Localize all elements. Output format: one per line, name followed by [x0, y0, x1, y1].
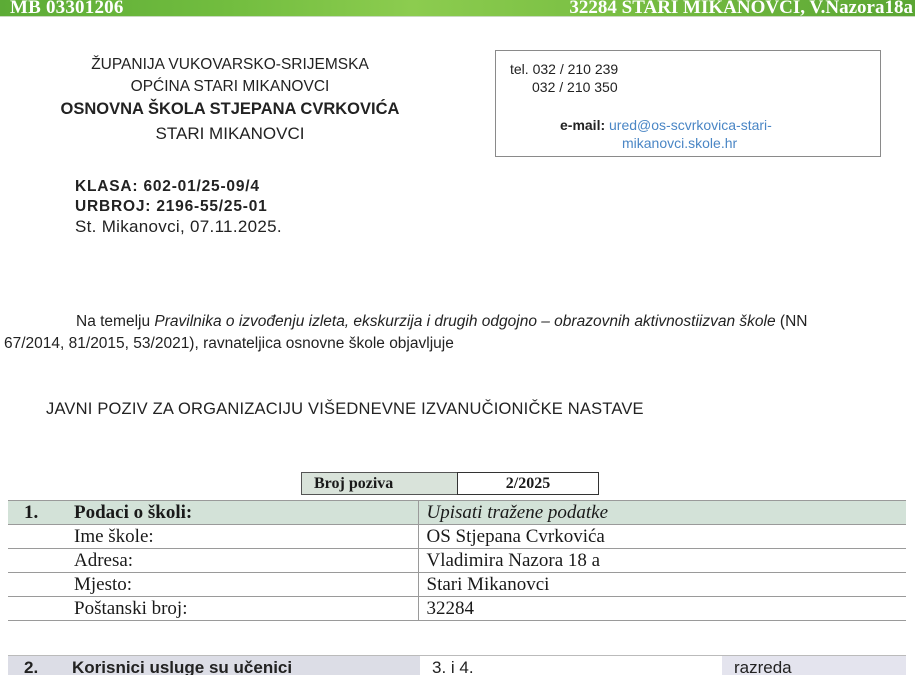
- intro-prefix: Na temelju: [76, 313, 155, 330]
- school-name: OSNOVNA ŠKOLA STJEPANA CVRKOVIĆA: [60, 100, 400, 118]
- county-name: ŽUPANIJA VUKOVARSKO-SRIJEMSKA: [91, 56, 369, 73]
- phone-line-1: [510, 60, 618, 78]
- row-value: OS Stjepana Cvrkovića: [418, 525, 906, 549]
- school-place: STARI MIKANOVCI: [155, 124, 305, 143]
- table-row: [8, 597, 906, 621]
- email-link-part-1[interactable]: ured@os-scvrkovica-stari-: [609, 117, 772, 133]
- email-line-1: [560, 116, 772, 134]
- call-number-value: 2/2025: [457, 472, 599, 495]
- grades-value: 3. i 4.: [432, 658, 474, 675]
- section-hint: Upisati tražene podatke: [418, 501, 906, 525]
- intro-paragraph: [0, 311, 915, 355]
- phone-label: tel.: [510, 61, 529, 77]
- row-label: Poštanski broj:: [70, 597, 418, 621]
- row-label: Adresa:: [70, 549, 418, 573]
- intro-suffix: (NN: [775, 313, 808, 330]
- school-info-table: [8, 500, 906, 621]
- row-label: Ime škole:: [70, 525, 418, 549]
- phone-2: 032 / 210 350: [532, 79, 618, 95]
- table-row: [8, 573, 906, 597]
- contact-box: [495, 50, 881, 157]
- institution-block: [40, 54, 420, 145]
- call-number-box: [301, 472, 599, 495]
- registration-number: MB 03301206: [10, 0, 124, 18]
- municipality-name: OPĆINA STARI MIKANOVCI: [130, 78, 330, 95]
- letterhead-address: 32284 STARI MIKANOVCI, V.Nazora18a: [569, 0, 913, 18]
- row-value: Vladimira Nazora 18 a: [418, 549, 906, 573]
- intro-line-2: 67/2014, 81/2015, 53/2021), ravnateljica osnovne škole objavljuje: [4, 335, 454, 352]
- letterhead-bar: [0, 0, 915, 17]
- place-date: St. Mikanovci, 07.11.2025.: [75, 217, 282, 236]
- document-title: JAVNI POZIV ZA ORGANIZACIJU VIŠEDNEVNE IZVANUČIONIČKE NASTAVE: [46, 400, 644, 418]
- table-row: [8, 549, 906, 573]
- section-2-row: [8, 655, 906, 675]
- intro-line-1: [0, 311, 915, 333]
- section-title: Korisnici usluge su učenici: [72, 658, 293, 675]
- document-references: [75, 177, 282, 237]
- section-1-header: [8, 501, 906, 525]
- call-number-label: Broj poziva: [301, 472, 457, 495]
- section-number: 1.: [8, 501, 70, 525]
- section-2-label-cell: [8, 656, 420, 675]
- table-row: [8, 525, 906, 549]
- phone-1: 032 / 210 239: [532, 61, 619, 77]
- regulation-name: Pravilnika o izvođenju izleta, ekskurzija i drugih odgojno – obrazovnih aktivnostiizvan škole: [154, 313, 776, 330]
- grades-unit: razreda: [734, 658, 792, 675]
- row-value: Stari Mikanovci: [418, 573, 906, 597]
- klasa: KLASA: 602-01/25-09/4: [75, 178, 260, 195]
- unit-cell: [722, 656, 906, 675]
- row-label: Mjesto:: [70, 573, 418, 597]
- email-link-part-2[interactable]: mikanovci.skole.hr: [622, 135, 738, 151]
- section-number: 2.: [24, 658, 39, 675]
- urbroj: URBROJ: 2196-55/25-01: [75, 198, 268, 215]
- email-label: e-mail:: [560, 117, 606, 133]
- section-title: Podaci o školi:: [70, 501, 418, 525]
- row-value: 32284: [418, 597, 906, 621]
